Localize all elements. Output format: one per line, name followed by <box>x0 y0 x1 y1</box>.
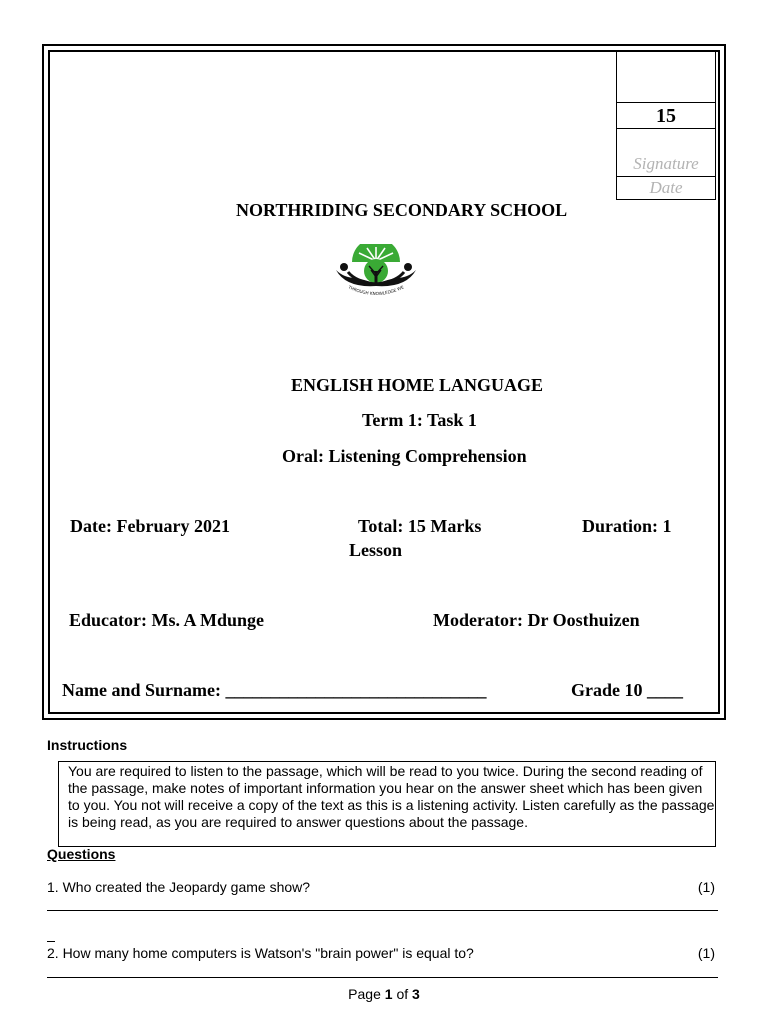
subject-title: ENGLISH HOME LANGUAGE <box>291 375 544 395</box>
task-title: Oral: Listening Comprehension <box>282 446 527 466</box>
instructions-heading: Instructions <box>47 737 128 753</box>
duration-field: Duration: 1 <box>582 516 672 536</box>
page-prefix: Page <box>348 986 385 1002</box>
duration-continued: Lesson <box>349 540 403 560</box>
page-middle: of <box>392 986 413 1002</box>
logo-motto: THROUGH KNOWLEDGE WE <box>347 284 405 297</box>
question-1-answer-line[interactable] <box>47 910 718 911</box>
grade-blank[interactable]: ____ <box>647 680 683 700</box>
school-logo <box>334 244 418 300</box>
stray-underline <box>47 941 55 942</box>
school-name: NORTHRIDING SECONDARY SCHOOL <box>236 200 568 220</box>
grade-field[interactable] <box>571 680 683 701</box>
page-current: 1 <box>384 986 393 1002</box>
term-title: Term 1: Task 1 <box>362 410 477 430</box>
instructions-box <box>58 761 716 847</box>
page-number <box>0 986 768 1002</box>
question-2-mark: (1) <box>697 945 715 961</box>
date-label: Date <box>649 178 683 197</box>
question-2-answer-line[interactable] <box>47 977 718 978</box>
name-surname-label: Name and Surname: <box>62 680 226 700</box>
instructions-text: You are required to listen to the passage, which will be read to you twice. During the second reading of the passage, make notes of important information you hear on the answer sheet which has been given to you. You not will receive a copy of the text as this is a listening activity. Listen carefully as the passage is being read, as you are required to answer questions about the passage. <box>68 763 715 830</box>
name-surname-field[interactable] <box>62 680 487 701</box>
marks-obtained-cell[interactable] <box>617 51 715 103</box>
signature-label: Signature <box>617 129 715 177</box>
moderator-field: Moderator: Dr Oosthuizen <box>433 610 640 630</box>
name-surname-blank[interactable]: _____________________________ <box>225 680 487 700</box>
total-marks: Total: 15 Marks <box>358 516 482 536</box>
marks-total: 15 <box>617 103 715 129</box>
question-1-text: 1. Who created the Jeopardy game show? <box>47 879 311 895</box>
marks-box <box>616 50 716 200</box>
question-2-text: 2. How many home computers is Watson's "brain power" is equal to? <box>47 945 474 961</box>
question-1-mark: (1) <box>697 879 715 895</box>
educator-field: Educator: Ms. A Mdunge <box>69 610 265 630</box>
grade-label: Grade 10 <box>571 680 647 700</box>
date-field: Date: February 2021 <box>70 516 230 536</box>
questions-heading: Questions <box>47 846 116 862</box>
page-total: 3 <box>412 986 420 1002</box>
